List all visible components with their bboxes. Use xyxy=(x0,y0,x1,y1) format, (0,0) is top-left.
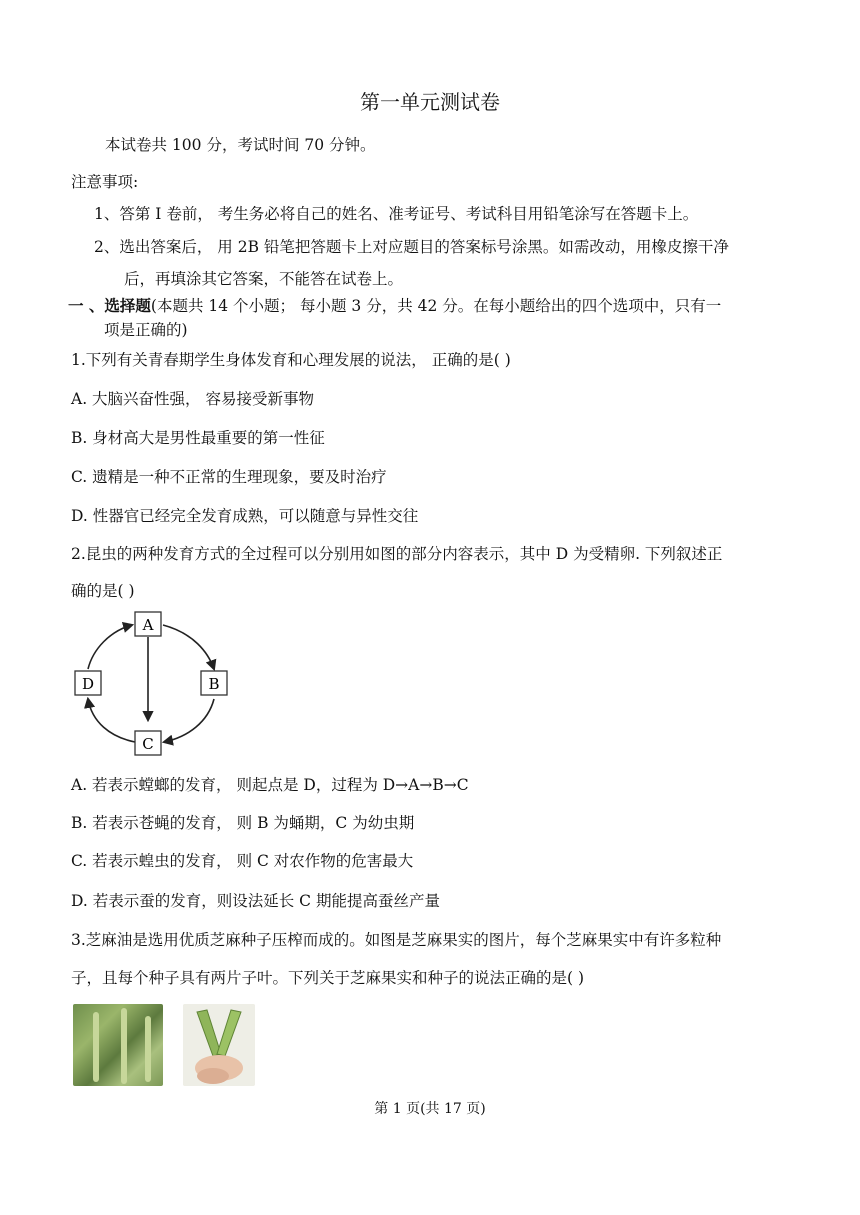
arrow-c-to-d xyxy=(88,699,135,742)
question-1-option-c: C. 遗精是一种不正常的生理现象，要及时治疗 xyxy=(71,468,387,486)
arrow-b-to-c xyxy=(164,699,214,742)
question-2-option-c: C. 若表示蝗虫的发育， 则 C 对农作物的危害最大 xyxy=(71,852,414,870)
page-title: 第一单元测试卷 xyxy=(360,90,500,114)
node-label-a: A xyxy=(142,616,154,634)
page-footer: 第 1 页(共 17 页) xyxy=(374,1101,486,1117)
question-3-stem: 3.芝麻油是选用优质芝麻种子压榨而成的。如图是芝麻果实的图片，每个芝麻果实中有许多粒种 xyxy=(71,931,722,949)
question-1-option-d: D. 性器官已经完全发育成熟，可以随意与异性交往 xyxy=(71,507,419,525)
question-2-option-a: A. 若表示螳螂的发育， 则起点是 D，过程为 D→A→B→C xyxy=(71,776,469,794)
node-label-d: D xyxy=(81,675,95,693)
sesame-fruit-photo xyxy=(183,1004,255,1086)
note-1: 1、答第 I 卷前， 考生务必将自己的姓名、准考证号、考试科目用铅笔涂写在答题卡上。 xyxy=(94,205,699,223)
note-2: 2、选出答案后， 用 2B 铅笔把答题卡上对应题目的答案标号涂黑。如需改动，用橡皮擦干净 xyxy=(94,238,729,256)
question-2-option-b: B. 若表示苍蝇的发育， 则 B 为蛹期，C 为幼虫期 xyxy=(71,814,415,832)
exam-intro: 本试卷共 100 分，考试时间 70 分钟。 xyxy=(105,136,376,154)
node-label-b: B xyxy=(208,675,220,693)
sesame-plant-photo xyxy=(73,1004,163,1086)
question-2-option-d: D. 若表示蚕的发育，则设法延长 C 期能提高蚕丝产量 xyxy=(71,892,440,910)
question-3-stem-continued: 子，且每个种子具有两片子叶。下列关于芝麻果实和种子的说法正确的是( ) xyxy=(71,969,585,987)
arrow-a-to-b xyxy=(163,625,214,669)
section-name: 选择题 xyxy=(104,296,151,315)
section-description-continued: 项是正确的) xyxy=(104,321,188,339)
question-1-option-a: A. 大脑兴奋性强， 容易接受新事物 xyxy=(71,390,314,408)
question-1-option-b: B. 身材高大是男性最重要的第一性征 xyxy=(71,429,325,447)
section-number: 一 、 xyxy=(68,296,105,315)
insect-development-diagram xyxy=(68,607,238,762)
notes-heading: 注意事项: xyxy=(71,173,139,191)
question-1-stem: 1.下列有关青春期学生身体发育和心理发展的说法， 正确的是( ) xyxy=(71,351,511,369)
section-description: (本题共 14 个小题； 每小题 3 分，共 42 分。在每小题给出的四个选项中，只有一 xyxy=(150,297,722,315)
question-2-stem-continued: 确的是( ) xyxy=(71,582,135,600)
arrow-d-to-a xyxy=(88,625,132,669)
note-2-continued: 后，再填涂其它答案，不能答在试卷上。 xyxy=(124,270,404,288)
node-label-c: C xyxy=(142,735,154,753)
section-heading xyxy=(68,294,721,316)
question-2-stem: 2.昆虫的两种发育方式的全过程可以分别用如图的部分内容表示，其中 D 为受精卵. 下列叙述正 xyxy=(71,545,723,563)
